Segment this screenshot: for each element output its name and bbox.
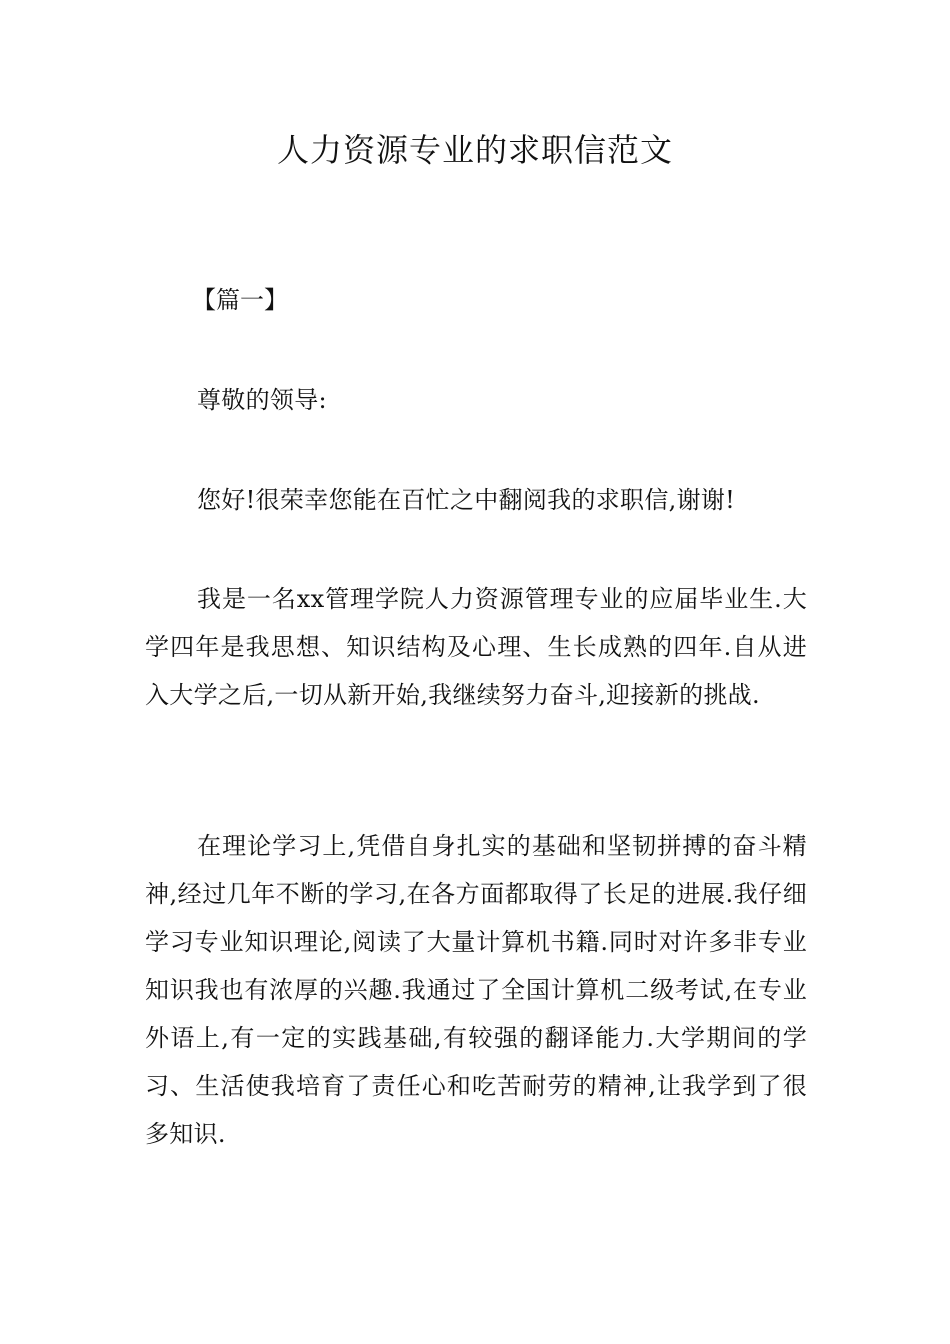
salutation: 尊敬的领导:: [197, 386, 327, 414]
section-label: 【篇一】: [192, 286, 288, 314]
greeting-paragraph: 您好!很荣幸您能在百忙之中翻阅我的求职信,谢谢!: [197, 486, 736, 514]
document-title: 人力资源专业的求职信范文: [276, 131, 673, 169]
body-paragraph-2: 在理论学习上,凭借自身扎实的基础和坚韧拼搏的奋斗精神,经过几年不断的学习,在各方面都取得了长足的进展.我仔细学习专业知识理论,阅读了大量计算机书籍.同时对许多非专业知识我也有浓厚的兴趣.我通过了全国计算机二级考试,在专业外语上,有一定的实践基础,有较强的翻译能力.大学期间的学习、生活使我培育了责任心和吃苦耐劳的精神,让我学到了很多知识.: [145, 832, 807, 1148]
body-paragraph-1: 我是一名xx管理学院人力资源管理专业的应届毕业生.大学四年是我思想、知识结构及心理、生长成熟的四年.自从进入大学之后,一切从新开始,我继续努力奋斗,迎接新的挑战.: [145, 585, 807, 709]
